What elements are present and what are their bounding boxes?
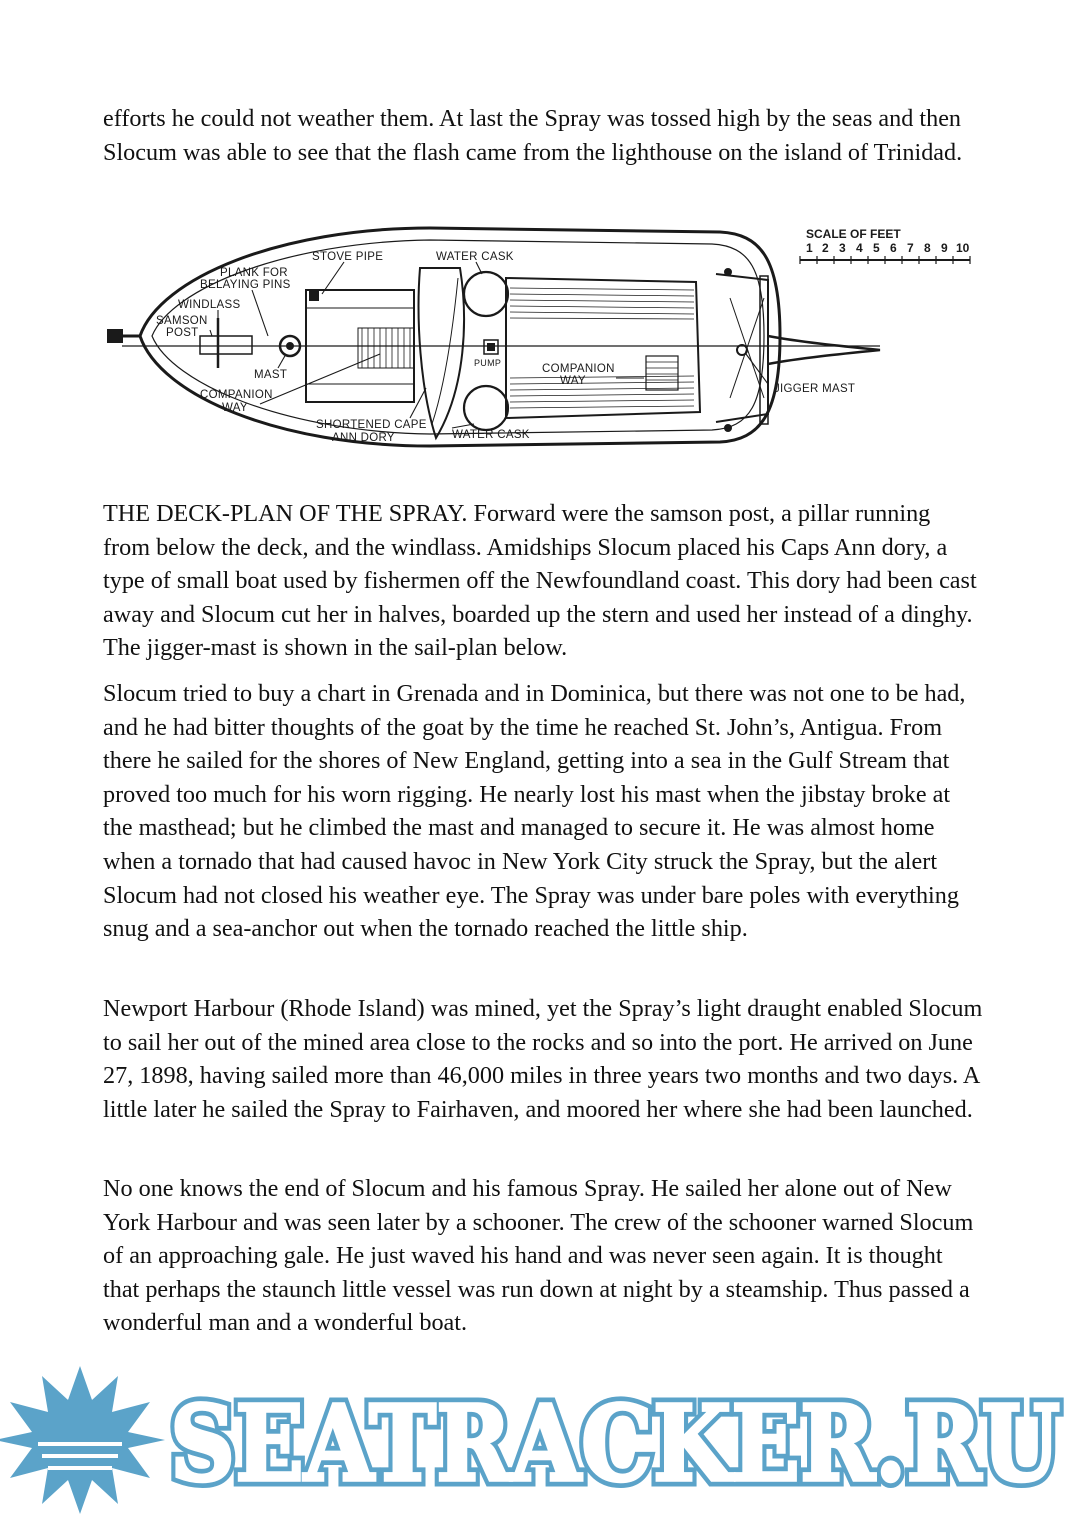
paragraph: No one knows the end of Slocum and his famous Spray. He sailed her alone out of New York Harbour and was seen later by a schooner. The crew of the schooner warned Slocum of an approaching gale. He just waved his hand and was never seen again. It is thought that perhaps the staunch little vessel was run down at night by a steamship. Thus passed a wonderful man and a wonderful boat. [103,1175,974,1337]
paragraph: Slocum tried to buy a chart in Grenada and in Dominica, but there was not one to be had, and he had bitter thoughts of the goat by the time he reached St. John’s, Antigua. From there he sailed for the shores of New England, getting into a sea in the Gulf Stream that proved too much for his worn rigging. He nearly lost his mast when the jibstay broke at the masthead; but he climbed the mast and managed to secure it. He was almost home when a tornado that had caused havoc in New York City struck the Spray, but the alert Slocum had not closed his weather eye. The Spray was under bare poles with everything snug and a sea-anchor out when the tornado reached the little ship. [103,680,966,943]
paragraph-caption: THE DECK-PLAN OF THE SPRAY. Forward were the samson post, a pillar running from below the deck, and the windlass. Amidships Slocum placed his Caps Ann dory, a type of small boat used by fishermen off the Newfoundland coast. This dory had been cast away and Slocum cut her in halves, boarded up the stern and used her instead of a dinghy. The jigger-mast is shown in the sail-plan below. [103,500,977,662]
label-samson-2: POST [166,327,199,339]
label-water-cask-bottom: WATER CASK [452,429,530,441]
scale-number: 6 [890,241,897,255]
scale-number: 7 [907,241,914,255]
paragraph: efforts he could not weather them. At last the Spray was tossed high by the seas and then Slocum was able to see that the flash came from the lighthouse on the island of Trinidad. [103,105,963,166]
watermark-text: SEATRACKER.RU [170,1382,1060,1505]
aft-cabin [506,278,700,418]
scale-number: 2 [822,241,829,255]
label-dory-1: SHORTENED CAPE [316,419,427,431]
scale-number: 4 [856,241,863,255]
scale-number: 5 [873,241,880,255]
scale-number: 3 [839,241,846,255]
label-plank-1: PLANK FOR [220,267,288,279]
label-jigger-mast: JIGGER MAST [774,383,856,395]
scale-number: 8 [924,241,931,255]
label-stove-pipe: STOVE PIPE [312,251,384,263]
label-samson-1: SAMSON [156,315,208,327]
label-plank-2: BELAYING PINS [200,279,291,291]
scale-numbers [806,241,970,255]
label-windlass: WINDLASS [178,299,241,311]
label-water-cask-top: WATER CASK [436,251,514,263]
dory-outline [419,268,464,438]
deck-plan-illustration [100,218,980,480]
label-companion-right-1: COMPANION [542,363,615,375]
scale-number: 9 [941,241,948,255]
scale-number: 1 [806,241,813,255]
label-companion-left-2: WAY [222,402,248,414]
label-mast: MAST [254,369,288,381]
sun-icon [0,1366,165,1514]
label-pump: PUMP [474,358,502,368]
label-companion-left-1: COMPANION [200,389,273,401]
label-dory-2: ANN DORY [332,432,395,444]
watermark-logo [0,1360,1080,1527]
watermark-text-inline: SEATRACKER.RU [170,1382,1060,1505]
paragraph: Newport Harbour (Rhode Island) was mined, yet the Spray’s light draught enabled Slocum to sail her out of the mined area close to the rocks and so into the port. He arrived on June 27, 1898, having sailed more than 46,000 miles in three years two months and two days. A little later he sailed the Spray to Fairhaven, and moored her where she had been launched. [103,995,983,1123]
scale-title: SCALE OF FEET [806,227,901,241]
label-companion-right-2: WAY [560,375,586,387]
scale-number: 10 [956,241,970,255]
